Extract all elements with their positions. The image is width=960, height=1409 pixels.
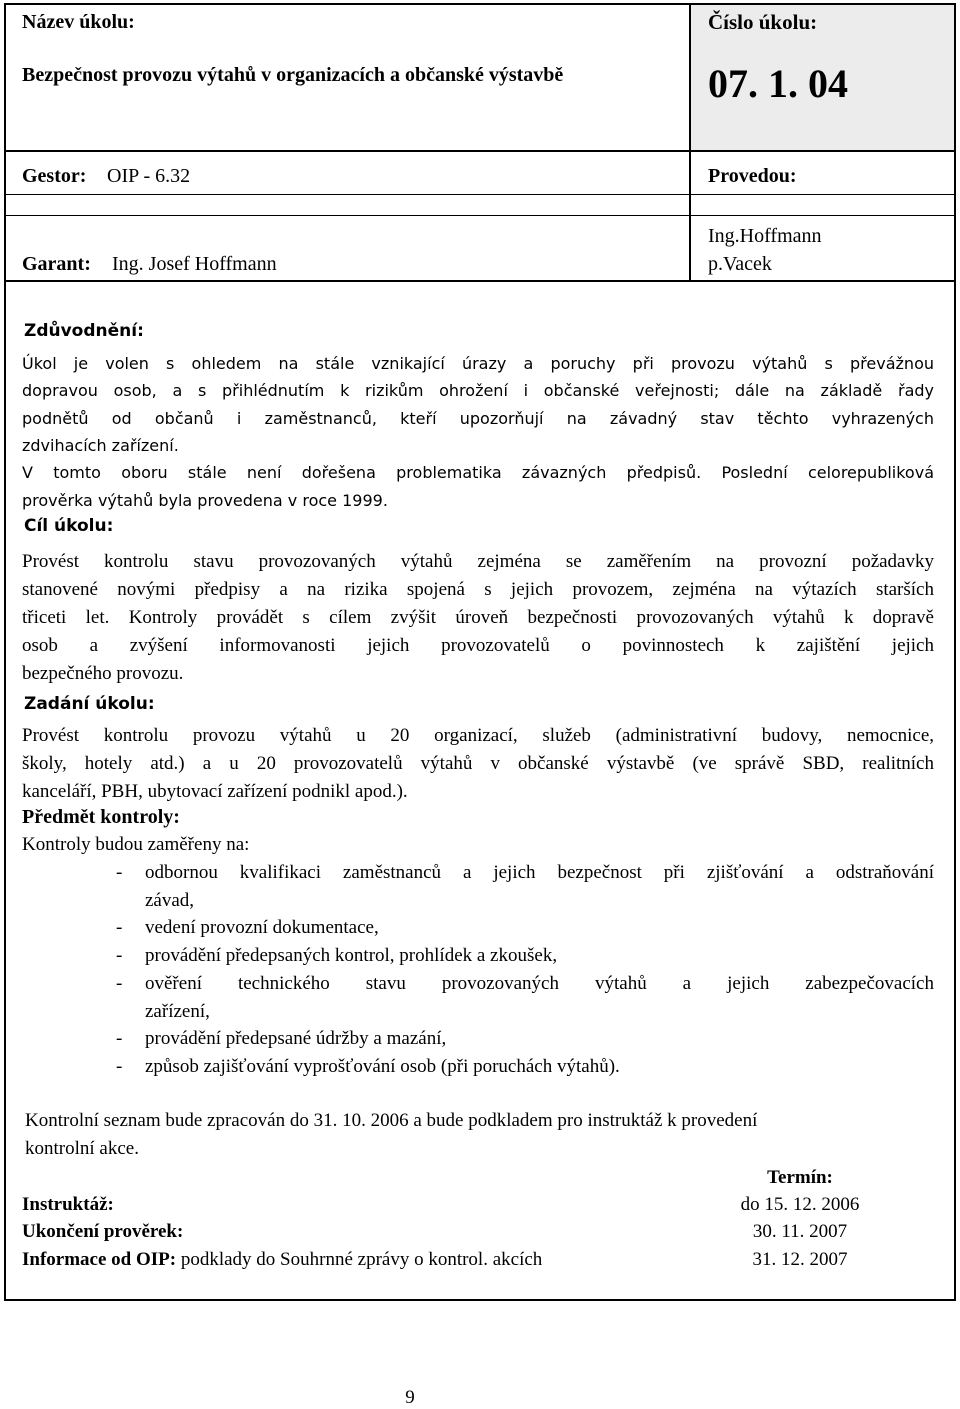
bullet-dash: - — [116, 945, 123, 966]
assignment-heading: Zadání úkolu: — [24, 694, 155, 714]
task-number: 07. 1. 04 — [708, 61, 848, 106]
instruction-date: do 15. 12. 2006 — [740, 1194, 860, 1215]
subject-item-6: způsob zajišťování vyprošťování osob (při poruchách výtahů). — [145, 1056, 620, 1077]
subject-item-4: ověření technického stavu provozovaných výtahů a jejich zabezpečovacích — [145, 973, 934, 994]
table-border-bottom — [4, 1299, 956, 1301]
bullet-dash: - — [116, 973, 123, 994]
assignment-line-2: školy, hotely atd.) a u 20 provozovatelů výtahů v občanské výstavbě (ve správě SBD, realitních — [22, 753, 934, 774]
subject-item-3: provádění předepsaných kontrol, prohlídek a zkoušek, — [145, 945, 558, 966]
header-row-divider-1 — [4, 150, 956, 152]
bullet-dash: - — [116, 1028, 123, 1049]
page-number: 9 — [405, 1387, 415, 1408]
subject-item-1: odbornou kvalifikaci zaměstnanců a jejich bezpečnost při zjišťování a odstraňování — [145, 862, 934, 883]
assignment-line-3: kanceláří, PBH, ubytovací zařízení podnikl apod.). — [22, 781, 408, 802]
subject-item-5: provádění předepsané údržby a mazání, — [145, 1028, 447, 1049]
goal-line-4: osob a zvýšení informovanosti jejich provozovatelů o povinnostech k zajištění jejich — [22, 635, 934, 656]
gestor-value: OIP - 6.32 — [107, 165, 191, 187]
header-row-divider-3 — [4, 215, 956, 216]
task-name: Bezpečnost provozu výtahů v organizacích a občanské výstavbě — [22, 64, 564, 86]
header-row-divider-4 — [4, 280, 956, 282]
bullet-dash: - — [116, 862, 123, 883]
justification-line-4: zdvihacích zařízení. — [22, 436, 179, 455]
bullet-dash: - — [116, 917, 123, 938]
end-date: 30. 11. 2007 — [752, 1221, 848, 1242]
performer-2: p.Vacek — [708, 253, 772, 275]
subject-item-4-cont: zařízení, — [145, 1001, 210, 1022]
table-border-left — [4, 3, 6, 1301]
goal-line-5: bezpečného provozu. — [22, 663, 184, 684]
justification-line-2: dopravou osob, a s přihlédnutím k rizikům ohrožení i občanské veřejnosti; dále na základě řady — [22, 381, 934, 400]
task-number-label: Číslo úkolu: — [708, 10, 818, 34]
justification-line-5: V tomto oboru stále není dořešena problematika závazných předpisů. Poslední celorepubliková — [22, 463, 934, 482]
subject-item-1-cont: závad, — [145, 890, 195, 911]
header-row-divider-2 — [4, 194, 956, 195]
info-date: 31. 12. 2007 — [752, 1249, 848, 1270]
header-column-divider — [689, 3, 691, 281]
bullet-dash: - — [116, 1056, 123, 1077]
goal-line-2: stanovené novými předpisy a na rizika spojená s jejich provozem, zejména na výtazích starších — [22, 579, 934, 600]
instruction-label: Instruktáž: — [22, 1194, 114, 1215]
task-name-label: Název úkolu: — [22, 11, 135, 33]
table-border-right — [954, 3, 956, 1301]
goal-heading: Cíl úkolu: — [24, 516, 114, 536]
garant-value: Ing. Josef Hoffmann — [112, 253, 277, 275]
term-label: Termín: — [767, 1167, 833, 1188]
checklist-line-1: Kontrolní seznam bude zpracován do 31. 10. 2006 a bude podkladem pro instruktáž k provedení — [25, 1110, 758, 1131]
subject-item-2: vedení provozní dokumentace, — [145, 917, 379, 938]
justification-line-1: Úkol je volen s ohledem na stále vznikající úrazy a poruchy při provozu výtahů s převážnou — [22, 354, 934, 373]
justification-heading: Zdůvodnění: — [24, 321, 144, 341]
gestor-label: Gestor: — [22, 165, 87, 187]
assignment-line-1: Provést kontrolu provozu výtahů u 20 organizací, služeb (administrativní budovy, nemocnice, — [22, 725, 934, 746]
justification-line-6: prověrka výtahů byla provedena v roce 1999. — [22, 491, 388, 510]
performers-label: Provedou: — [708, 165, 797, 187]
subject-heading: Předmět kontroly: — [22, 806, 180, 828]
info-row — [22, 1249, 542, 1271]
goal-line-1: Provést kontrolu stavu provozovaných výtahů zejména se zaměřením na provozní požadavky — [22, 551, 934, 572]
subject-intro: Kontroly budou zaměřeny na: — [22, 834, 250, 855]
info-text: podklady do Souhrnné zprávy o kontrol. akcích — [180, 1249, 543, 1270]
justification-line-3: podnětů od občanů i zaměstnanců, kteří upozorňují na závadný stav těchto vyhrazených — [22, 409, 934, 428]
performer-1: Ing.Hoffmann — [708, 225, 822, 247]
info-label: Informace od OIP: — [22, 1249, 177, 1270]
end-label: Ukončení prověrek: — [22, 1221, 184, 1242]
table-border-top — [4, 3, 956, 5]
checklist-line-2: kontrolní akce. — [25, 1138, 139, 1159]
goal-line-3: třiceti let. Kontroly provádět s cílem zvýšit úroveň bezpečnosti provozovaných výtahů k dopravě — [22, 607, 934, 628]
garant-label: Garant: — [22, 253, 91, 275]
